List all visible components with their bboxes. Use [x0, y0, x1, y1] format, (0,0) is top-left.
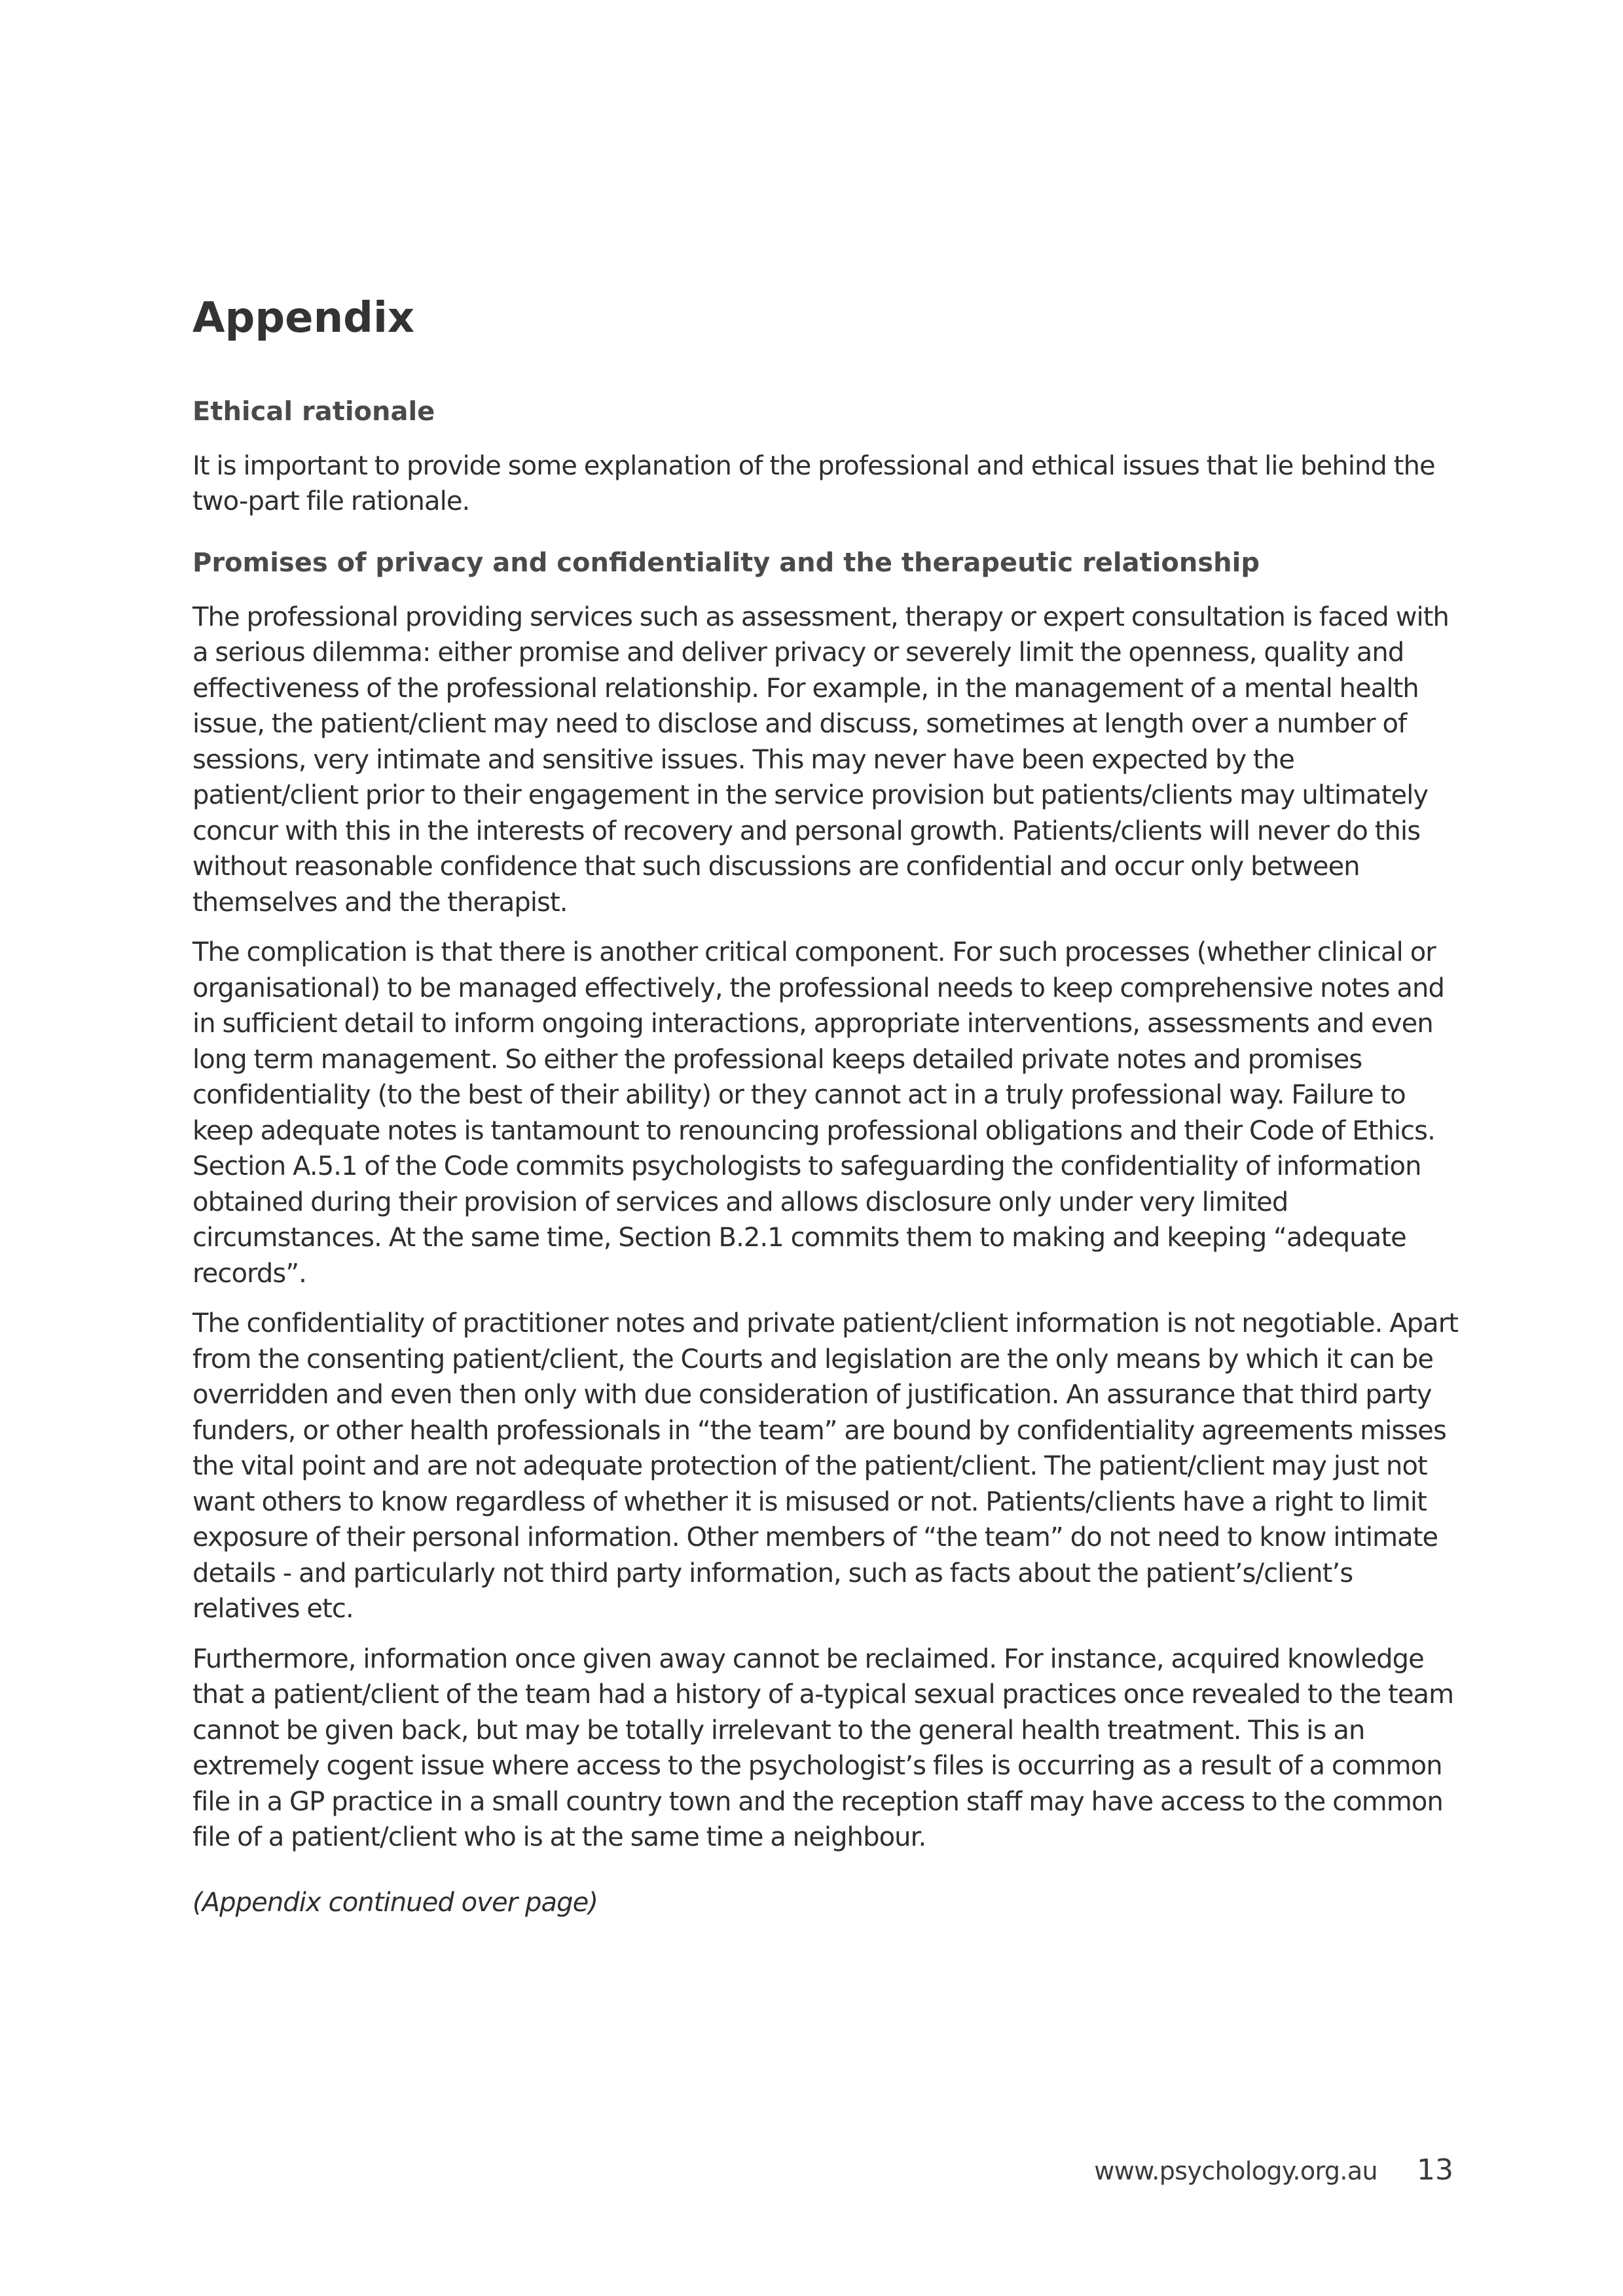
section-heading: Ethical rationale [192, 396, 435, 427]
paragraph: The complication is that there is another critical component. For such processes (whether clinical or organisational) to be managed effectively, the professional needs to keep comprehensive notes and in sufficient detail to inform ongoing interactions, appropriate interventions, assessments and even long term management. So either the professional keeps detailed private notes and promises confidentiality (to the best of their ability) or they cannot act in a truly professional way. Failure to keep adequate notes is tantamount to renouncing professional obligations and their Code of Ethics. Section A.5.1 of the Code commits psychologists to safeguarding the confidentiality of information obtained during their provision of services and allows disclosure only under very limited circumstances. At the same time, Section B.2.1 commits them to making and keeping “adequate records”. [192, 937, 1444, 1289]
page-title: Appendix [192, 294, 415, 342]
paragraph: The professional providing services such as assessment, therapy or expert consultation is faced with a serious dilemma: either promise and deliver privacy or severely limit the openness, quality and effectiveness of the professional relationship. For example, in the management of a mental health issue, the patient/client may need to disclose and discuss, sometimes at length over a number of sessions, very intimate and sensitive issues. This may never have been expected by the patient/client prior to their engagement in the service provision but patients/clients may ultimately concur with this in the interests of recovery and personal growth. Patients/clients will never do this without reasonable confidence that such discussions are confidential and occur only between themselves and the therapist. [192, 601, 1449, 918]
page-footer [1094, 2153, 1453, 2187]
paragraph: It is important to provide some explanation of the professional and ethical issues that lie behind the two-part file rationale. [192, 450, 1435, 517]
page-number: 13 [1417, 2153, 1453, 2187]
footer-url: www.psychology.org.au [1094, 2157, 1377, 2185]
paragraph: The confidentiality of practitioner notes and private patient/client information is not negotiable. Apart from the consenting patient/client, the Courts and legislation are the only means by which it can be overridden and even then only with due consideration of justification. An assurance that third party funders, or other health professionals in “the team” are bound by confidentiality agreements misses the vital point and are not adequate protection of the patient/client. The patient/client may just not want others to know regardless of whether it is misused or not. Patients/clients have a right to limit exposure of their personal information. Other members of “the team” do not need to know intimate details - and particularly not third party information, such as facts about the patient’s/client’s relatives etc. [192, 1308, 1459, 1624]
page-content [192, 293, 1467, 1920]
continuation-note: (Appendix continued over page) [192, 1887, 598, 1918]
paragraph: Furthermore, information once given away cannot be reclaimed. For instance, acquired knowledge that a patient/client of the team had a history of a-typical sexual practices once revealed to the team cannot be given back, but may be totally irrelevant to the general health treatment. This is an extremely cogent issue where access to the psychologist’s files is occurring as a result of a common file in a GP practice in a small country town and the reception staff may have access to the common file of a patient/client who is at the same time a neighbour. [192, 1643, 1454, 1853]
section-ethical-rationale [192, 395, 1467, 520]
section-privacy-confidentiality [192, 546, 1467, 1856]
section-heading: Promises of privacy and confidentiality and the therapeutic relationship [192, 547, 1260, 578]
